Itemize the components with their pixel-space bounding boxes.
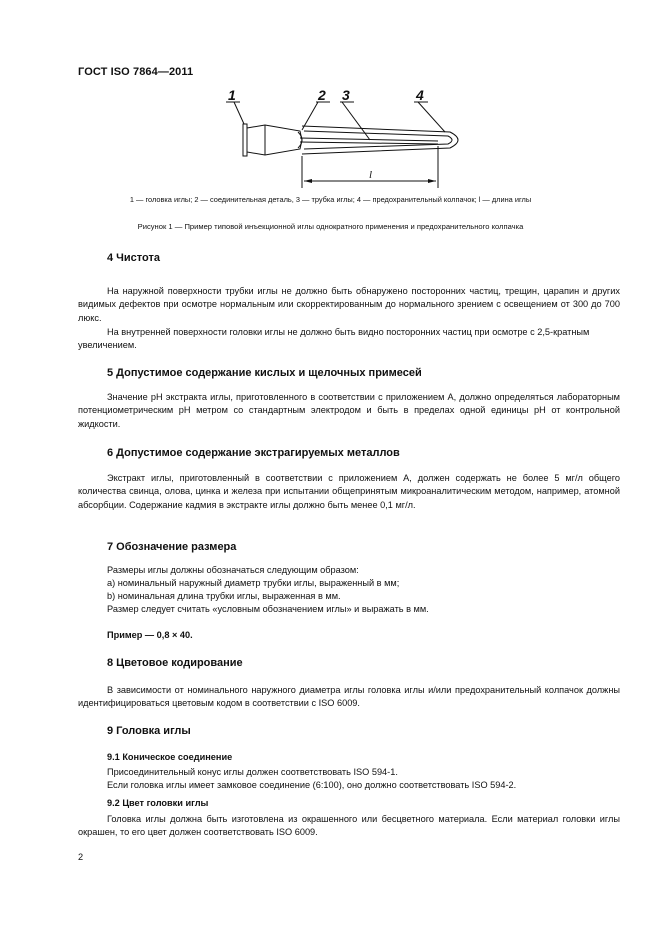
section-6-paragraph-1: Экстракт иглы, приготовленный в соответствии с приложением А, должен содержать не более 5 мг/л общего количества свинца, олова, цинка и железа при испытании общепринятым микроаналитическим методом, например, атомной абсорбции. Содержание кадмия в экстракте иглы должно быть менее 0,1 мг/л. (78, 473, 620, 510)
document-header: ГОСТ ISO 7864—2011 (78, 66, 194, 78)
section-7-item-a: a) номинальный наружный диаметр трубки иглы, выраженный в мм; (107, 578, 400, 588)
section-9-title: 9 Головка иглы (107, 725, 191, 737)
section-4-paragraph-2: На внутренней поверхности головки иглы не должно быть видно посторонних частиц при осмотре с 2,5-кратным увеличением. (78, 327, 590, 351)
section-4-paragraph-1: На наружной поверхности трубки иглы не должно быть обнаружено посторонних частиц, трещин, царапин и других видимых дефектов при осмотре нормальным или скорректированным до нормального зрением с освещением от 300 до 700 люкс. (78, 286, 620, 323)
callout-3: 3 (342, 88, 350, 103)
hub-flange (243, 124, 247, 156)
needle-tube-bottom (300, 142, 438, 144)
section-7-example: Пример — 0,8 × 40. (107, 630, 193, 640)
section-9-1-title: 9.1 Коническое соединение (107, 752, 233, 762)
section-9-2-title: 9.2 Цвет головки иглы (107, 798, 209, 808)
length-label: l (369, 169, 373, 181)
section-7-intro: Размеры иглы должны обозначаться следующим образом: (107, 565, 359, 575)
section-9-1-line-1: Присоединительный конус иглы должен соответствовать ISO 594-1. (107, 767, 398, 777)
section-5-title: 5 Допустимое содержание кислых и щелочных примесей (107, 367, 422, 379)
section-7-title: 7 Обозначение размера (107, 541, 237, 553)
callout-2: 2 (318, 88, 326, 103)
section-4-title: 4 Чистота (107, 252, 160, 264)
needle-figure (220, 88, 480, 198)
callout-4: 4 (416, 88, 424, 103)
section-8-paragraph-1: В зависимости от номинального наружного диаметра иглы головка иглы и/или предохранительный колпачок должны идентифицироваться цветовым кодом в соответствии с ISO 6009. (78, 685, 620, 709)
callout-1: 1 (228, 88, 236, 103)
hub-body (247, 125, 302, 155)
figure-caption: Рисунок 1 — Пример типовой инъекционной иглы однократного применения и предохранительного колпачка (137, 222, 524, 231)
section-8-title: 8 Цветовое кодирование (107, 657, 243, 669)
section-9-1-line-2: Если головка иглы имеет замковое соединение (6:100), оно должно соответствовать ISO 594-2. (107, 780, 517, 790)
section-5-paragraph-1: Значение рН экстракта иглы, приготовленного в соответствии с приложением А, должно определяться лабораторным потенциометрическим рН метром со стандартным электродом и быть в пределах одной единицы рН от контрольной жидкости. (78, 392, 620, 429)
section-7-item-b: b) номинальная длина трубки иглы, выраженная в мм. (107, 591, 341, 601)
section-7-outro: Размер следует считать «условным обозначением иглы» и выражать в мм. (107, 604, 429, 614)
figure-legend: 1 — головка иглы; 2 — соединительная деталь, 3 — трубка иглы; 4 — предохранительный колпачок; l — длина иглы (129, 195, 532, 204)
section-6-title: 6 Допустимое содержание экстрагируемых металлов (107, 447, 400, 459)
section-9-2-paragraph: Головка иглы должна быть изготовлена из окрашенного или бесцветного материала. Если материал головки иглы окрашен, то его цвет должен соответствовать ISO 6009. (78, 814, 620, 838)
page-number: 2 (78, 852, 84, 862)
